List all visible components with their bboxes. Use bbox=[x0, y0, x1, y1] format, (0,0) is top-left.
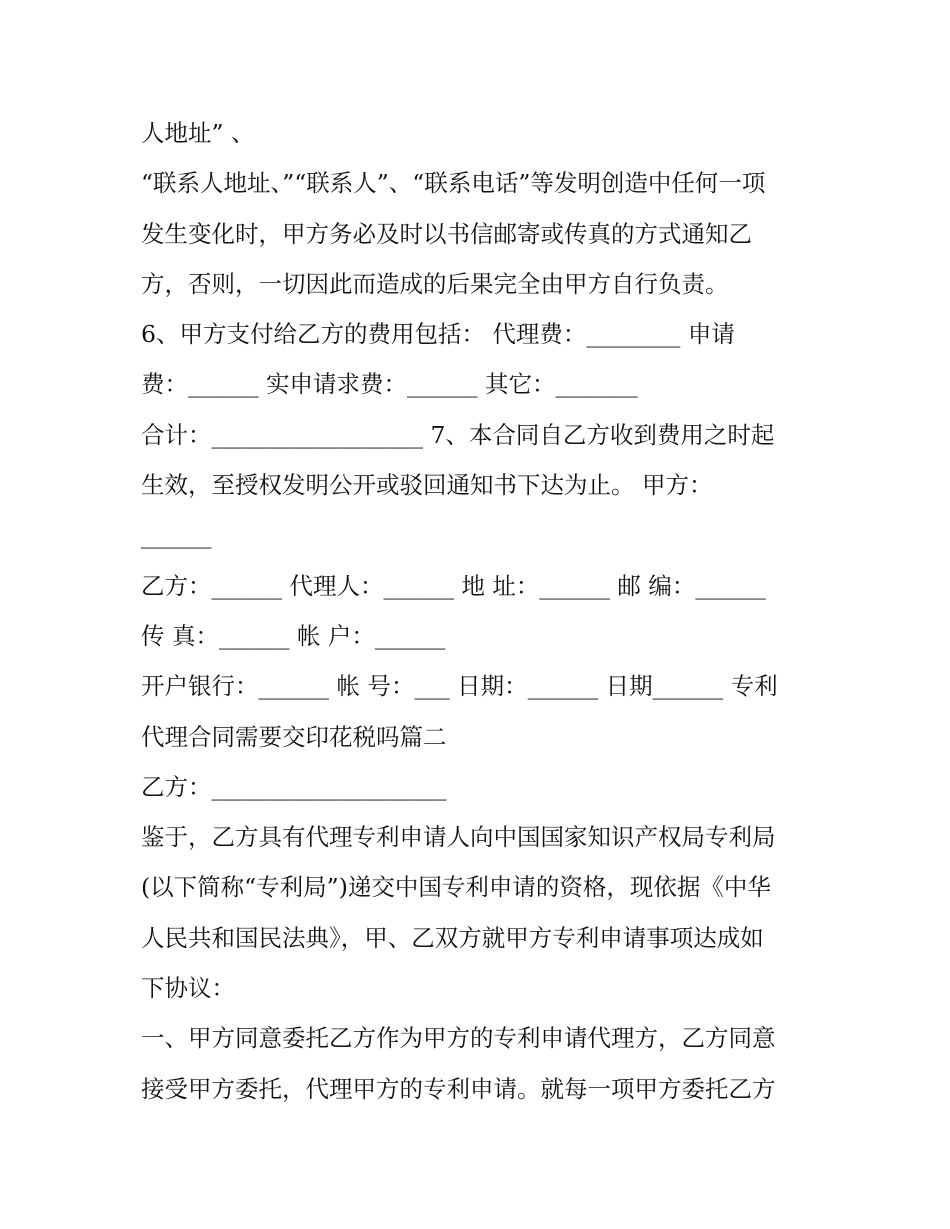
text-line: 方，否则，一切因此而造成的后果完全由甲方自行负责。 bbox=[141, 269, 729, 298]
text-line: 乙方：____________________ bbox=[141, 772, 447, 801]
text-line: 人民共和国民法典》，甲、乙双方就甲方专利申请事项达成如 bbox=[141, 923, 764, 952]
text-line: 接受甲方委托，代理甲方的专利申请。就每一项甲方委托乙方 bbox=[141, 1074, 776, 1103]
text-line: 发生变化时，甲方务必及时以书信邮寄或传真的方式通知乙 bbox=[141, 219, 752, 248]
text-line: 鉴于，乙方具有代理专利申请人向中国国家知识产权局专利局 bbox=[141, 823, 776, 852]
text-line: 开户银行：______ 帐 号：___ 日期：______ 日期______ 专利 bbox=[141, 672, 778, 701]
text-line: “联系人地址、”“联系人”、“联系电话”等发明创造中任何一项 bbox=[141, 169, 766, 198]
text-line: 合计：__________________ 7、本合同自乙方收到费用之时起 bbox=[141, 420, 775, 449]
document-body bbox=[141, 108, 821, 1114]
text-line: 生效，至授权发明公开或驳回通知书下达为止。 甲方： bbox=[141, 471, 713, 500]
text-line: 费：______ 实申请求费：______ 其它：_______ bbox=[141, 370, 638, 399]
text-line: ______ bbox=[141, 521, 212, 550]
text-line: 下协议： bbox=[141, 974, 235, 1003]
text-line: 乙方：______ 代理人：______ 地 址：______ 邮 编：______ bbox=[141, 571, 766, 600]
text-line: 传 真：______ 帐 户：______ bbox=[141, 621, 446, 650]
text-line: 一、甲方同意委托乙方作为甲方的专利申请代理方，乙方同意 bbox=[141, 1024, 776, 1053]
text-line: 代理合同需要交印花税吗篇二 bbox=[141, 722, 447, 751]
text-line: 人地址” 、 bbox=[141, 119, 255, 147]
text-line: (以下简称“专利局”)递交中国专利申请的资格，现依据《中华 bbox=[141, 873, 771, 902]
text-line: 6、甲方支付给乙方的费用包括： 代理费：________ 申请 bbox=[141, 320, 735, 349]
